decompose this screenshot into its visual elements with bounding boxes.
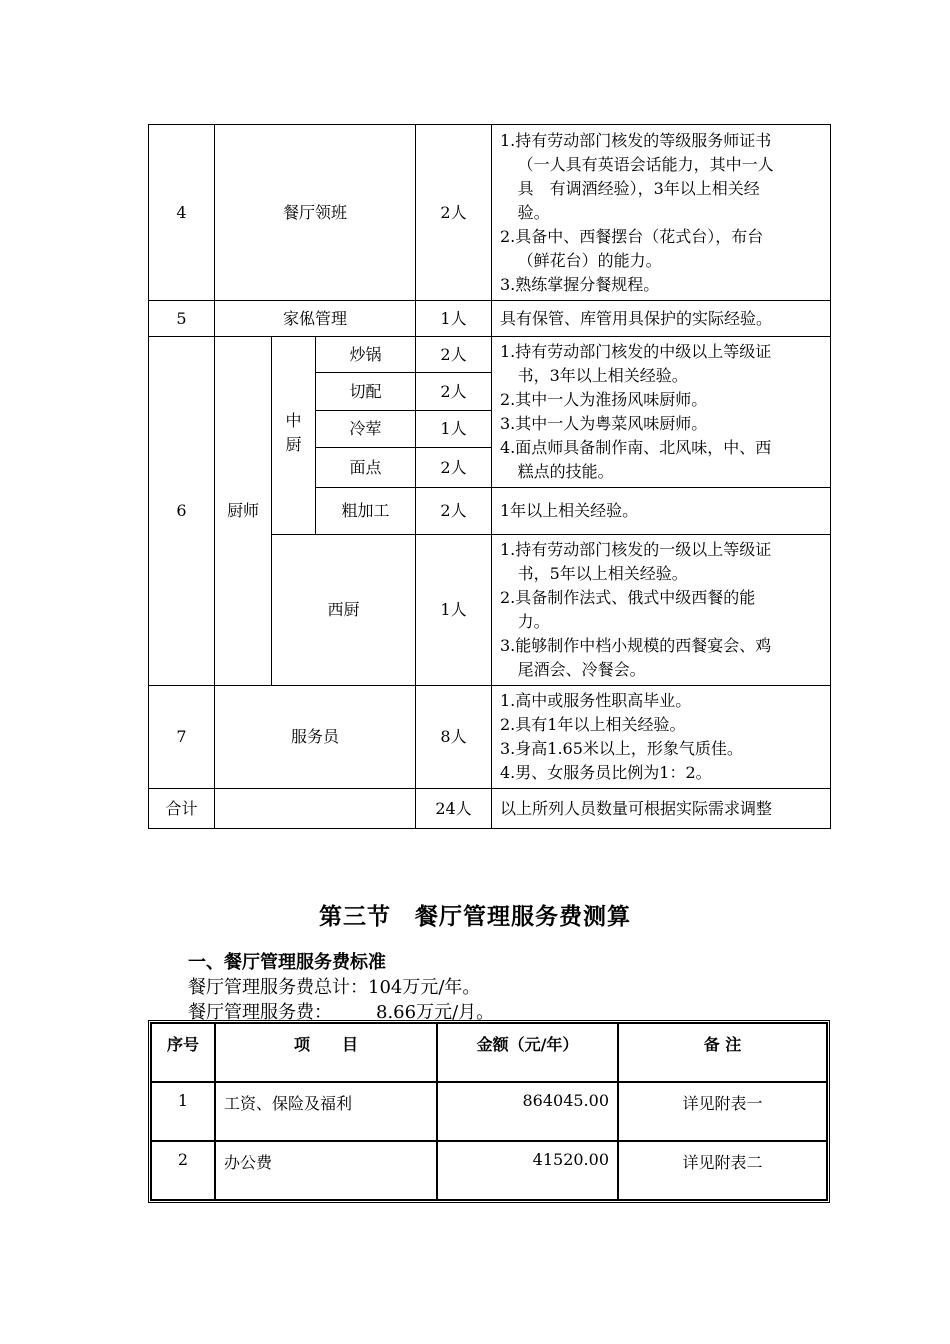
annual-fee-line: 餐厅管理服务费总计：104万元/年。 — [188, 977, 481, 998]
sub-post: 西厨 — [272, 535, 416, 686]
sub-post: 切配 — [316, 373, 416, 410]
headcount: 8人 — [416, 686, 492, 789]
fee-note: 详见附表一 — [618, 1082, 827, 1141]
fee-amount: 41520.00 — [437, 1141, 618, 1200]
row-number: 6 — [149, 337, 215, 686]
post-name: 家俬管理 — [215, 301, 416, 337]
total-row — [149, 789, 831, 829]
table-header-row — [151, 1023, 827, 1082]
header-amount: 金额（元/年） — [437, 1023, 618, 1082]
fee-no: 1 — [151, 1082, 215, 1141]
fee-no: 2 — [151, 1141, 215, 1200]
post-name: 厨师 — [215, 337, 272, 686]
fee-note: 详见附表二 — [618, 1141, 827, 1200]
total-count: 24人 — [416, 789, 492, 829]
table-row — [151, 1082, 827, 1141]
requirements: 具有保管、库管用具保护的实际经验。 — [492, 301, 831, 337]
post-name: 服务员 — [215, 686, 416, 789]
row-number: 5 — [149, 301, 215, 337]
section-title: 第三节 餐厅管理服务费测算 — [319, 903, 631, 930]
monthly-fee-value: 8.66万元/月。 — [376, 1002, 495, 1023]
total-note: 以上所列人员数量可根据实际需求调整 — [492, 789, 831, 829]
monthly-fee-label: 餐厅管理服务费： — [188, 1002, 332, 1023]
table-row — [149, 686, 831, 789]
post-name: 餐厅领班 — [215, 125, 416, 301]
headcount: 2人 — [416, 448, 492, 488]
table-row — [151, 1141, 827, 1200]
header-no: 序号 — [151, 1023, 215, 1082]
fee-item: 办公费 — [215, 1141, 437, 1200]
requirements: 1.高中或服务性职高毕业。 2.具有1年以上相关经验。 3.身高1.65米以上，形象气质佳。 4.男、女服务员比例为1：2。 — [492, 686, 831, 789]
requirements: 1.持有劳动部门核发的等级服务师证书 （一人具有英语会话能力，其中一人 具 有调酒经验），3年以上相关经 验。 2.具备中、西餐摆台（花式台），布台 （鲜花台）的能力。 3.熟练掌握分餐规程。 — [492, 125, 831, 301]
empty-cell — [215, 789, 416, 829]
fee-table — [148, 1020, 830, 1203]
chinese-kitchen-label: 中厨 — [272, 337, 316, 535]
headcount: 2人 — [416, 488, 492, 535]
requirements: 1.持有劳动部门核发的一级以上等级证 书，5年以上相关经验。 2.具备制作法式、俄式中级西餐的能 力。 3.能够制作中档小规模的西餐宴会、鸡 尾酒会、冷餐会。 — [492, 535, 831, 686]
header-note: 备 注 — [618, 1023, 827, 1082]
table-row — [149, 125, 831, 301]
sub-post: 粗加工 — [316, 488, 416, 535]
requirements: 1年以上相关经验。 — [492, 488, 831, 535]
headcount: 1人 — [416, 301, 492, 337]
requirements: 1.持有劳动部门核发的中级以上等级证 书，3年以上相关经验。 2.其中一人为淮扬风味厨师。 3.其中一人为粤菜风味厨师。 4.面点师具备制作南、北风味，中、西 糕点的技能。 — [492, 337, 831, 488]
headcount: 1人 — [416, 410, 492, 447]
row-number: 4 — [149, 125, 215, 301]
headcount: 2人 — [416, 373, 492, 410]
headcount: 1人 — [416, 535, 492, 686]
staffing-table — [148, 124, 831, 829]
total-label: 合计 — [149, 789, 215, 829]
headcount: 2人 — [416, 337, 492, 373]
table-row — [149, 337, 831, 373]
sub-post: 面点 — [316, 448, 416, 488]
table-row — [149, 301, 831, 337]
header-item: 项 目 — [215, 1023, 437, 1082]
headcount: 2人 — [416, 125, 492, 301]
subsection-heading: 一、餐厅管理服务费标准 — [188, 952, 386, 973]
fee-item: 工资、保险及福利 — [215, 1082, 437, 1141]
sub-post: 炒锅 — [316, 337, 416, 373]
sub-post: 冷荤 — [316, 410, 416, 447]
row-number: 7 — [149, 686, 215, 789]
fee-amount: 864045.00 — [437, 1082, 618, 1141]
